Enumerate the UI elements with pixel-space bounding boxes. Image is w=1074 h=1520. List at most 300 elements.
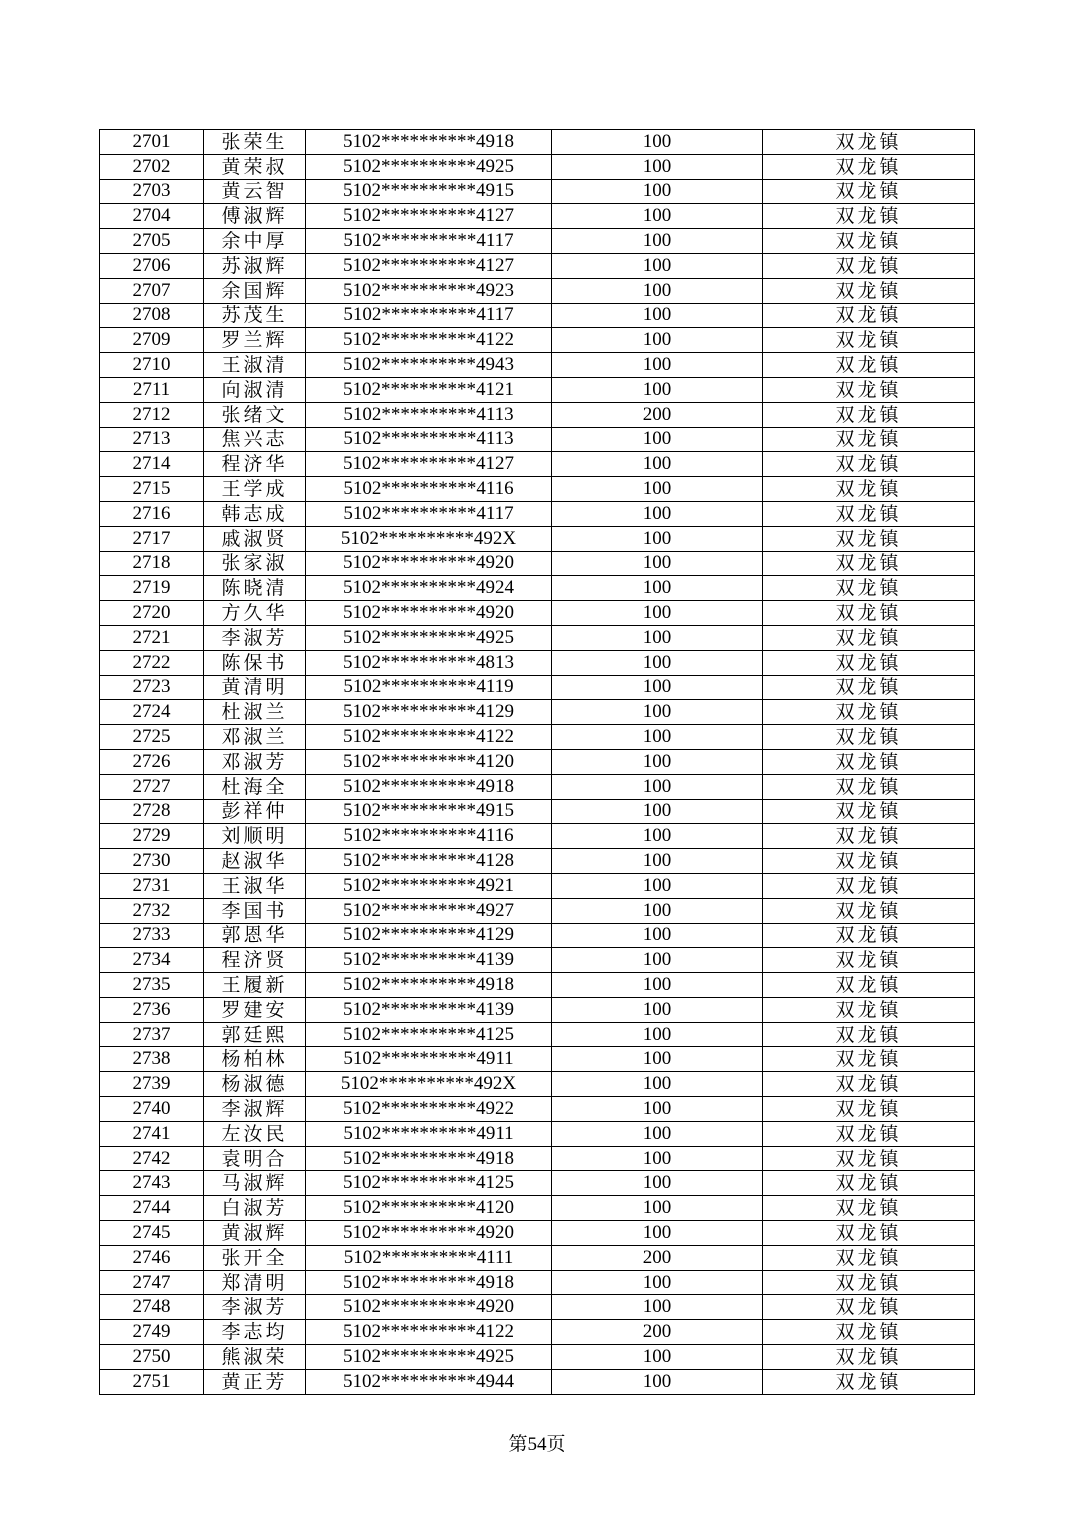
table-row: [100, 477, 975, 502]
amount-cell: 100: [552, 303, 763, 328]
row-number-cell: 2714: [100, 452, 204, 477]
row-number-cell: 2734: [100, 948, 204, 973]
name-cell: 余中厚: [204, 229, 306, 254]
row-number-cell: 2718: [100, 551, 204, 576]
name-cell: 苏茂生: [204, 303, 306, 328]
name-cell: 张荣生: [204, 130, 306, 155]
row-number-cell: 2738: [100, 1047, 204, 1072]
name-cell: 张绪文: [204, 402, 306, 427]
town-cell: 双龙镇: [763, 1295, 975, 1320]
name-cell: 郭廷熙: [204, 1022, 306, 1047]
id-number-cell: 5102**********4918: [306, 1146, 552, 1171]
id-number-cell: 5102**********4927: [306, 898, 552, 923]
name-cell: 方久华: [204, 601, 306, 626]
amount-cell: 100: [552, 253, 763, 278]
amount-cell: 100: [552, 526, 763, 551]
id-number-cell: 5102**********4925: [306, 625, 552, 650]
town-cell: 双龙镇: [763, 898, 975, 923]
amount-cell: 100: [552, 1295, 763, 1320]
name-cell: 杨柏林: [204, 1047, 306, 1072]
name-cell: 罗建安: [204, 997, 306, 1022]
row-number-cell: 2742: [100, 1146, 204, 1171]
table-row: [100, 576, 975, 601]
row-number-cell: 2751: [100, 1369, 204, 1394]
table-row: [100, 1047, 975, 1072]
table-row: [100, 1146, 975, 1171]
table-row: [100, 551, 975, 576]
table-row: [100, 601, 975, 626]
town-cell: 双龙镇: [763, 749, 975, 774]
amount-cell: 100: [552, 774, 763, 799]
row-number-cell: 2731: [100, 873, 204, 898]
town-cell: 双龙镇: [763, 154, 975, 179]
amount-cell: 100: [552, 1097, 763, 1122]
name-cell: 李国书: [204, 898, 306, 923]
id-number-cell: 5102**********4924: [306, 576, 552, 601]
town-cell: 双龙镇: [763, 601, 975, 626]
town-cell: 双龙镇: [763, 501, 975, 526]
row-number-cell: 2748: [100, 1295, 204, 1320]
row-number-cell: 2725: [100, 725, 204, 750]
id-number-cell: 5102**********4911: [306, 1121, 552, 1146]
amount-cell: 100: [552, 377, 763, 402]
row-number-cell: 2743: [100, 1171, 204, 1196]
table-row: [100, 675, 975, 700]
amount-cell: 100: [552, 1171, 763, 1196]
table-row: [100, 700, 975, 725]
amount-cell: 100: [552, 849, 763, 874]
id-number-cell: 5102**********4111: [306, 1245, 552, 1270]
amount-cell: 100: [552, 1047, 763, 1072]
name-cell: 熊淑荣: [204, 1345, 306, 1370]
table-row: [100, 179, 975, 204]
table-row: [100, 427, 975, 452]
table-row: [100, 1245, 975, 1270]
id-number-cell: 5102**********4920: [306, 601, 552, 626]
table-row: [100, 725, 975, 750]
table-row: [100, 898, 975, 923]
town-cell: 双龙镇: [763, 576, 975, 601]
row-number-cell: 2712: [100, 402, 204, 427]
row-number-cell: 2707: [100, 278, 204, 303]
row-number-cell: 2721: [100, 625, 204, 650]
amount-cell: 100: [552, 898, 763, 923]
id-number-cell: 5102**********4128: [306, 849, 552, 874]
id-number-cell: 5102**********4918: [306, 130, 552, 155]
id-number-cell: 5102**********4127: [306, 452, 552, 477]
amount-cell: 100: [552, 725, 763, 750]
table-row: [100, 1022, 975, 1047]
roster-table-body: [100, 130, 975, 1395]
table-row: [100, 948, 975, 973]
id-number-cell: 5102**********4113: [306, 427, 552, 452]
row-number-cell: 2709: [100, 328, 204, 353]
id-number-cell: 5102**********4921: [306, 873, 552, 898]
amount-cell: 100: [552, 1270, 763, 1295]
row-number-cell: 2745: [100, 1221, 204, 1246]
name-cell: 王淑清: [204, 353, 306, 378]
row-number-cell: 2727: [100, 774, 204, 799]
town-cell: 双龙镇: [763, 1196, 975, 1221]
table-row: [100, 229, 975, 254]
id-number-cell: 5102**********4129: [306, 923, 552, 948]
row-number-cell: 2728: [100, 799, 204, 824]
id-number-cell: 5102**********4125: [306, 1171, 552, 1196]
row-number-cell: 2713: [100, 427, 204, 452]
id-number-cell: 5102**********4925: [306, 154, 552, 179]
id-number-cell: 5102**********4116: [306, 477, 552, 502]
amount-cell: 100: [552, 675, 763, 700]
town-cell: 双龙镇: [763, 353, 975, 378]
name-cell: 郑清明: [204, 1270, 306, 1295]
table-row: [100, 1072, 975, 1097]
name-cell: 陈保书: [204, 650, 306, 675]
town-cell: 双龙镇: [763, 1121, 975, 1146]
town-cell: 双龙镇: [763, 799, 975, 824]
row-number-cell: 2722: [100, 650, 204, 675]
id-number-cell: 5102**********4918: [306, 774, 552, 799]
name-cell: 向淑清: [204, 377, 306, 402]
row-number-cell: 2715: [100, 477, 204, 502]
id-number-cell: 5102**********4922: [306, 1097, 552, 1122]
name-cell: 邓淑芳: [204, 749, 306, 774]
amount-cell: 100: [552, 873, 763, 898]
town-cell: 双龙镇: [763, 700, 975, 725]
row-number-cell: 2747: [100, 1270, 204, 1295]
table-row: [100, 253, 975, 278]
town-cell: 双龙镇: [763, 452, 975, 477]
row-number-cell: 2711: [100, 377, 204, 402]
amount-cell: 100: [552, 997, 763, 1022]
name-cell: 焦兴志: [204, 427, 306, 452]
table-row: [100, 452, 975, 477]
table-row: [100, 303, 975, 328]
table-row: [100, 1270, 975, 1295]
id-number-cell: 5102**********492X: [306, 526, 552, 551]
town-cell: 双龙镇: [763, 1320, 975, 1345]
name-cell: 黄淑辉: [204, 1221, 306, 1246]
town-cell: 双龙镇: [763, 477, 975, 502]
row-number-cell: 2703: [100, 179, 204, 204]
page-number: 第54页: [508, 1434, 566, 1455]
id-number-cell: 5102**********4121: [306, 377, 552, 402]
table-row: [100, 1320, 975, 1345]
row-number-cell: 2740: [100, 1097, 204, 1122]
amount-cell: 100: [552, 1121, 763, 1146]
row-number-cell: 2749: [100, 1320, 204, 1345]
name-cell: 李志均: [204, 1320, 306, 1345]
table-row: [100, 799, 975, 824]
town-cell: 双龙镇: [763, 873, 975, 898]
amount-cell: 100: [552, 179, 763, 204]
table-row: [100, 625, 975, 650]
name-cell: 王学成: [204, 477, 306, 502]
town-cell: 双龙镇: [763, 377, 975, 402]
town-cell: 双龙镇: [763, 725, 975, 750]
table-row: [100, 328, 975, 353]
name-cell: 袁明合: [204, 1146, 306, 1171]
town-cell: 双龙镇: [763, 1221, 975, 1246]
id-number-cell: 5102**********4116: [306, 824, 552, 849]
id-number-cell: 5102**********4127: [306, 253, 552, 278]
town-cell: 双龙镇: [763, 1146, 975, 1171]
amount-cell: 100: [552, 1196, 763, 1221]
table-row: [100, 377, 975, 402]
town-cell: 双龙镇: [763, 253, 975, 278]
row-number-cell: 2708: [100, 303, 204, 328]
id-number-cell: 5102**********4915: [306, 799, 552, 824]
table-row: [100, 1121, 975, 1146]
row-number-cell: 2716: [100, 501, 204, 526]
row-number-cell: 2735: [100, 973, 204, 998]
amount-cell: 100: [552, 923, 763, 948]
table-row: [100, 1345, 975, 1370]
table-row: [100, 278, 975, 303]
town-cell: 双龙镇: [763, 1345, 975, 1370]
town-cell: 双龙镇: [763, 1369, 975, 1394]
id-number-cell: 5102**********4120: [306, 749, 552, 774]
town-cell: 双龙镇: [763, 1171, 975, 1196]
row-number-cell: 2737: [100, 1022, 204, 1047]
name-cell: 李淑芳: [204, 1295, 306, 1320]
town-cell: 双龙镇: [763, 303, 975, 328]
row-number-cell: 2733: [100, 923, 204, 948]
name-cell: 王淑华: [204, 873, 306, 898]
name-cell: 王履新: [204, 973, 306, 998]
name-cell: 余国辉: [204, 278, 306, 303]
name-cell: 邓淑兰: [204, 725, 306, 750]
town-cell: 双龙镇: [763, 923, 975, 948]
town-cell: 双龙镇: [763, 625, 975, 650]
row-number-cell: 2706: [100, 253, 204, 278]
table-row: [100, 402, 975, 427]
amount-cell: 100: [552, 427, 763, 452]
row-number-cell: 2717: [100, 526, 204, 551]
table-row: [100, 774, 975, 799]
id-number-cell: 5102**********4120: [306, 1196, 552, 1221]
town-cell: 双龙镇: [763, 328, 975, 353]
row-number-cell: 2736: [100, 997, 204, 1022]
id-number-cell: 5102**********4122: [306, 328, 552, 353]
id-number-cell: 5102**********4911: [306, 1047, 552, 1072]
name-cell: 张家淑: [204, 551, 306, 576]
amount-cell: 100: [552, 576, 763, 601]
amount-cell: 100: [552, 824, 763, 849]
name-cell: 彭祥仲: [204, 799, 306, 824]
town-cell: 双龙镇: [763, 229, 975, 254]
id-number-cell: 5102**********4117: [306, 501, 552, 526]
amount-cell: 100: [552, 477, 763, 502]
amount-cell: 100: [552, 278, 763, 303]
table-row: [100, 1221, 975, 1246]
town-cell: 双龙镇: [763, 650, 975, 675]
id-number-cell: 5102**********4920: [306, 551, 552, 576]
town-cell: 双龙镇: [763, 402, 975, 427]
name-cell: 赵淑华: [204, 849, 306, 874]
name-cell: 戚淑贤: [204, 526, 306, 551]
table-row: [100, 997, 975, 1022]
amount-cell: 100: [552, 625, 763, 650]
amount-cell: 100: [552, 229, 763, 254]
town-cell: 双龙镇: [763, 849, 975, 874]
name-cell: 李淑芳: [204, 625, 306, 650]
table-row: [100, 1295, 975, 1320]
name-cell: 杨淑德: [204, 1072, 306, 1097]
amount-cell: 100: [552, 501, 763, 526]
name-cell: 黄清明: [204, 675, 306, 700]
town-cell: 双龙镇: [763, 427, 975, 452]
name-cell: 李淑辉: [204, 1097, 306, 1122]
amount-cell: 100: [552, 328, 763, 353]
name-cell: 杜淑兰: [204, 700, 306, 725]
row-number-cell: 2724: [100, 700, 204, 725]
table-row: [100, 849, 975, 874]
amount-cell: 100: [552, 1221, 763, 1246]
town-cell: 双龙镇: [763, 1047, 975, 1072]
amount-cell: 100: [552, 601, 763, 626]
row-number-cell: 2732: [100, 898, 204, 923]
id-number-cell: 5102**********4129: [306, 700, 552, 725]
town-cell: 双龙镇: [763, 774, 975, 799]
town-cell: 双龙镇: [763, 824, 975, 849]
town-cell: 双龙镇: [763, 551, 975, 576]
row-number-cell: 2719: [100, 576, 204, 601]
name-cell: 左汝民: [204, 1121, 306, 1146]
name-cell: 马淑辉: [204, 1171, 306, 1196]
roster-table: [99, 129, 975, 1395]
name-cell: 苏淑辉: [204, 253, 306, 278]
name-cell: 郭恩华: [204, 923, 306, 948]
id-number-cell: 5102**********4125: [306, 1022, 552, 1047]
name-cell: 杜海全: [204, 774, 306, 799]
table-row: [100, 130, 975, 155]
amount-cell: 200: [552, 1320, 763, 1345]
row-number-cell: 2701: [100, 130, 204, 155]
row-number-cell: 2723: [100, 675, 204, 700]
town-cell: 双龙镇: [763, 130, 975, 155]
town-cell: 双龙镇: [763, 1245, 975, 1270]
id-number-cell: 5102**********4122: [306, 725, 552, 750]
amount-cell: 100: [552, 973, 763, 998]
amount-cell: 100: [552, 353, 763, 378]
row-number-cell: 2730: [100, 849, 204, 874]
id-number-cell: 5102**********4139: [306, 997, 552, 1022]
amount-cell: 100: [552, 130, 763, 155]
amount-cell: 100: [552, 551, 763, 576]
id-number-cell: 5102**********4918: [306, 1270, 552, 1295]
name-cell: 黄云智: [204, 179, 306, 204]
town-cell: 双龙镇: [763, 204, 975, 229]
id-number-cell: 5102**********4139: [306, 948, 552, 973]
table-row: [100, 973, 975, 998]
amount-cell: 100: [552, 1345, 763, 1370]
name-cell: 陈晓清: [204, 576, 306, 601]
name-cell: 黄荣叔: [204, 154, 306, 179]
amount-cell: 100: [552, 204, 763, 229]
id-number-cell: 5102**********4813: [306, 650, 552, 675]
row-number-cell: 2702: [100, 154, 204, 179]
table-row: [100, 824, 975, 849]
amount-cell: 100: [552, 799, 763, 824]
town-cell: 双龙镇: [763, 675, 975, 700]
name-cell: 张开全: [204, 1245, 306, 1270]
row-number-cell: 2741: [100, 1121, 204, 1146]
id-number-cell: 5102**********4117: [306, 229, 552, 254]
table-row: [100, 501, 975, 526]
row-number-cell: 2705: [100, 229, 204, 254]
table-row: [100, 1097, 975, 1122]
id-number-cell: 5102**********4925: [306, 1345, 552, 1370]
row-number-cell: 2729: [100, 824, 204, 849]
town-cell: 双龙镇: [763, 1097, 975, 1122]
row-number-cell: 2746: [100, 1245, 204, 1270]
town-cell: 双龙镇: [763, 1022, 975, 1047]
row-number-cell: 2744: [100, 1196, 204, 1221]
town-cell: 双龙镇: [763, 179, 975, 204]
id-number-cell: 5102**********4944: [306, 1369, 552, 1394]
amount-cell: 100: [552, 1146, 763, 1171]
id-number-cell: 5102**********4119: [306, 675, 552, 700]
amount-cell: 100: [552, 1072, 763, 1097]
id-number-cell: 5102**********4915: [306, 179, 552, 204]
name-cell: 刘顺明: [204, 824, 306, 849]
row-number-cell: 2704: [100, 204, 204, 229]
id-number-cell: 5102**********4943: [306, 353, 552, 378]
name-cell: 黄正芳: [204, 1369, 306, 1394]
row-number-cell: 2720: [100, 601, 204, 626]
amount-cell: 200: [552, 402, 763, 427]
id-number-cell: 5102**********4920: [306, 1221, 552, 1246]
name-cell: 白淑芳: [204, 1196, 306, 1221]
id-number-cell: 5102**********4127: [306, 204, 552, 229]
table-row: [100, 873, 975, 898]
name-cell: 罗兰辉: [204, 328, 306, 353]
town-cell: 双龙镇: [763, 1072, 975, 1097]
town-cell: 双龙镇: [763, 278, 975, 303]
id-number-cell: 5102**********4918: [306, 973, 552, 998]
town-cell: 双龙镇: [763, 1270, 975, 1295]
name-cell: 傅淑辉: [204, 204, 306, 229]
amount-cell: 100: [552, 749, 763, 774]
table-row: [100, 1369, 975, 1394]
town-cell: 双龙镇: [763, 973, 975, 998]
row-number-cell: 2710: [100, 353, 204, 378]
table-row: [100, 526, 975, 551]
id-number-cell: 5102**********4923: [306, 278, 552, 303]
table-row: [100, 650, 975, 675]
table-row: [100, 1171, 975, 1196]
table-row: [100, 749, 975, 774]
amount-cell: 100: [552, 700, 763, 725]
amount-cell: 200: [552, 1245, 763, 1270]
table-row: [100, 923, 975, 948]
table-row: [100, 353, 975, 378]
table-row: [100, 154, 975, 179]
row-number-cell: 2726: [100, 749, 204, 774]
town-cell: 双龙镇: [763, 997, 975, 1022]
name-cell: 程济华: [204, 452, 306, 477]
row-number-cell: 2750: [100, 1345, 204, 1370]
town-cell: 双龙镇: [763, 526, 975, 551]
amount-cell: 100: [552, 452, 763, 477]
table-row: [100, 1196, 975, 1221]
amount-cell: 100: [552, 650, 763, 675]
name-cell: 程济贤: [204, 948, 306, 973]
id-number-cell: 5102**********4117: [306, 303, 552, 328]
id-number-cell: 5102**********4122: [306, 1320, 552, 1345]
town-cell: 双龙镇: [763, 948, 975, 973]
amount-cell: 100: [552, 154, 763, 179]
